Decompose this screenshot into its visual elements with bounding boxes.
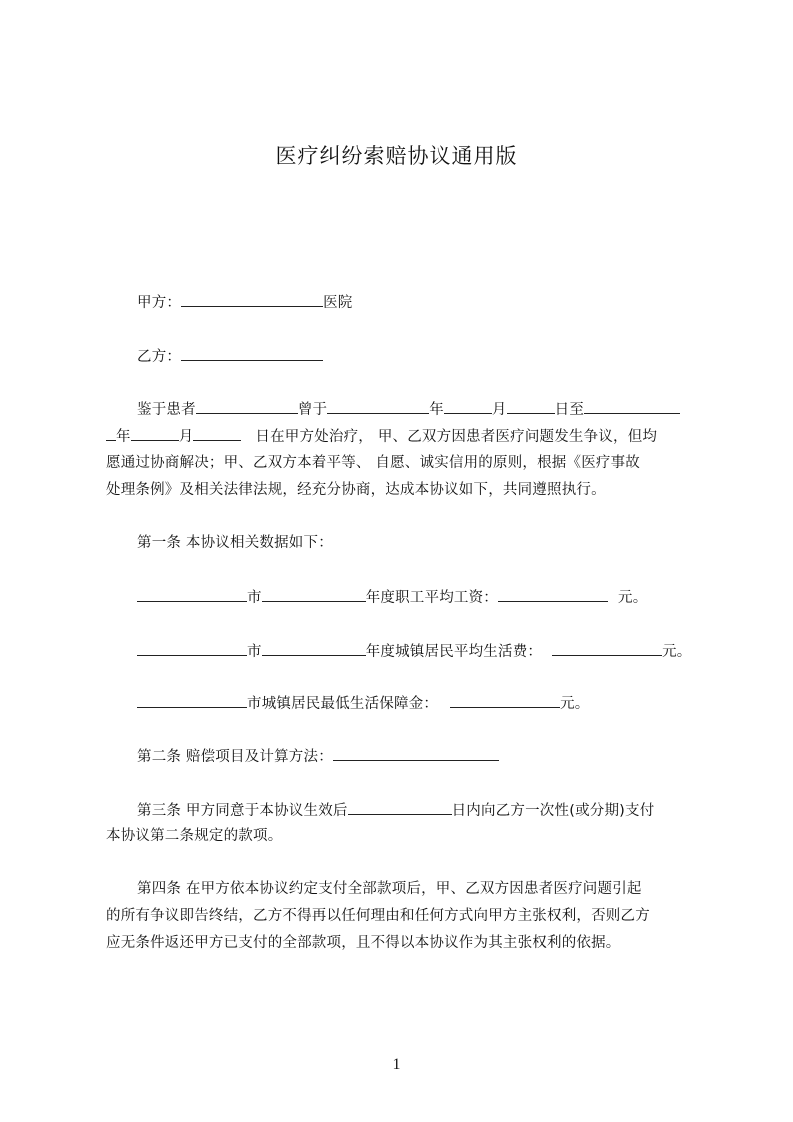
preamble-line-3: 愿通过协商解决；甲、乙双方本着平等、 自愿、诚实信用的原则，根据《医疗事故 bbox=[106, 455, 641, 471]
preamble-text: 鉴于患者 bbox=[137, 402, 196, 418]
article-2-line bbox=[137, 745, 499, 767]
end-day-blank[interactable] bbox=[193, 425, 241, 441]
start-month-blank[interactable] bbox=[444, 398, 492, 414]
party-b-blank[interactable] bbox=[181, 345, 323, 361]
article-4-line-3: 应无条件返还甲方已支付的全部款项，且不得以本协议作为其主张权利的依据。 bbox=[106, 935, 621, 951]
min-living-blank[interactable] bbox=[450, 692, 560, 708]
article-3-line-2: 本协议第二条规定的款项。 bbox=[106, 828, 283, 844]
article-4-line-2: 的所有争议即告终结，乙方不得再以任何理由和任何方式向甲方主张权利，否则乙方 bbox=[106, 908, 650, 924]
article-1-row-3 bbox=[137, 692, 590, 714]
start-year-blank[interactable] bbox=[327, 398, 429, 414]
payment-days-blank[interactable] bbox=[348, 799, 452, 815]
end-year-blank-cont[interactable] bbox=[106, 425, 116, 441]
row-text: 市 bbox=[247, 590, 262, 606]
party-b-line bbox=[137, 345, 323, 367]
article-3-line-1 bbox=[137, 799, 654, 821]
party-a-suffix: 医院 bbox=[323, 295, 353, 311]
preamble-text: 年 bbox=[116, 429, 131, 445]
preamble-line-1 bbox=[137, 398, 680, 420]
compensation-method-blank[interactable] bbox=[333, 745, 499, 761]
preamble-line-2 bbox=[106, 425, 657, 447]
article-1-heading: 第一条 本协议相关数据如下： bbox=[137, 535, 333, 551]
party-a-line bbox=[137, 291, 353, 313]
party-a-blank[interactable] bbox=[181, 291, 323, 307]
year-blank[interactable] bbox=[262, 586, 366, 602]
preamble-text: 日至 bbox=[554, 402, 585, 418]
preamble-text: 年 bbox=[429, 402, 444, 418]
city-blank[interactable] bbox=[137, 692, 247, 708]
avg-wage-blank[interactable] bbox=[498, 586, 608, 602]
article-1-row-1 bbox=[137, 586, 647, 608]
row-text: 年度城镇居民平均生活费： bbox=[365, 644, 543, 660]
article-3-text: 日内向乙方一次性(或分期)支付 bbox=[451, 803, 655, 819]
article-2-text: 第二条 赔偿项目及计算方法： bbox=[137, 749, 333, 765]
party-a-label: 甲方： bbox=[137, 295, 182, 311]
row-text: 元。 bbox=[560, 696, 590, 712]
row-text: 市城镇居民最低生活保障金： bbox=[247, 696, 439, 712]
patient-name-blank[interactable] bbox=[196, 398, 298, 414]
living-cost-blank[interactable] bbox=[552, 640, 662, 656]
article-3-text: 第三条 甲方同意于本协议生效后 bbox=[137, 803, 348, 819]
page-number: 1 bbox=[392, 1056, 401, 1073]
row-text: 元。 bbox=[662, 644, 692, 660]
city-blank[interactable] bbox=[137, 640, 247, 656]
preamble-text: 月 bbox=[491, 402, 507, 418]
city-blank[interactable] bbox=[137, 586, 247, 602]
document-title: 医疗纠纷索赔协议通用版 bbox=[275, 144, 518, 168]
preamble-text: 曾于 bbox=[297, 402, 328, 418]
end-month-blank[interactable] bbox=[131, 425, 179, 441]
party-b-label: 乙方： bbox=[137, 349, 182, 365]
row-text: 元。 bbox=[618, 590, 648, 606]
start-day-blank[interactable] bbox=[507, 398, 555, 414]
preamble-text: 日在甲方处治疗， 甲、乙双方因患者医疗问题发生争议，但均 bbox=[255, 429, 658, 445]
preamble-text: 月 bbox=[178, 429, 194, 445]
article-4-line-1: 第四条 在甲方依本协议约定支付全部款项后，甲、乙双方因患者医疗问题引起 bbox=[137, 881, 642, 897]
article-1-row-2 bbox=[137, 640, 692, 662]
row-text: 年度职工平均工资： bbox=[365, 590, 499, 606]
preamble-line-4: 处理条例》及相关法律法规，经充分协商，达成本协议如下，共同遵照执行。 bbox=[106, 482, 606, 498]
end-year-blank[interactable] bbox=[584, 398, 680, 414]
row-text: 市 bbox=[247, 644, 262, 660]
year-blank[interactable] bbox=[262, 640, 366, 656]
